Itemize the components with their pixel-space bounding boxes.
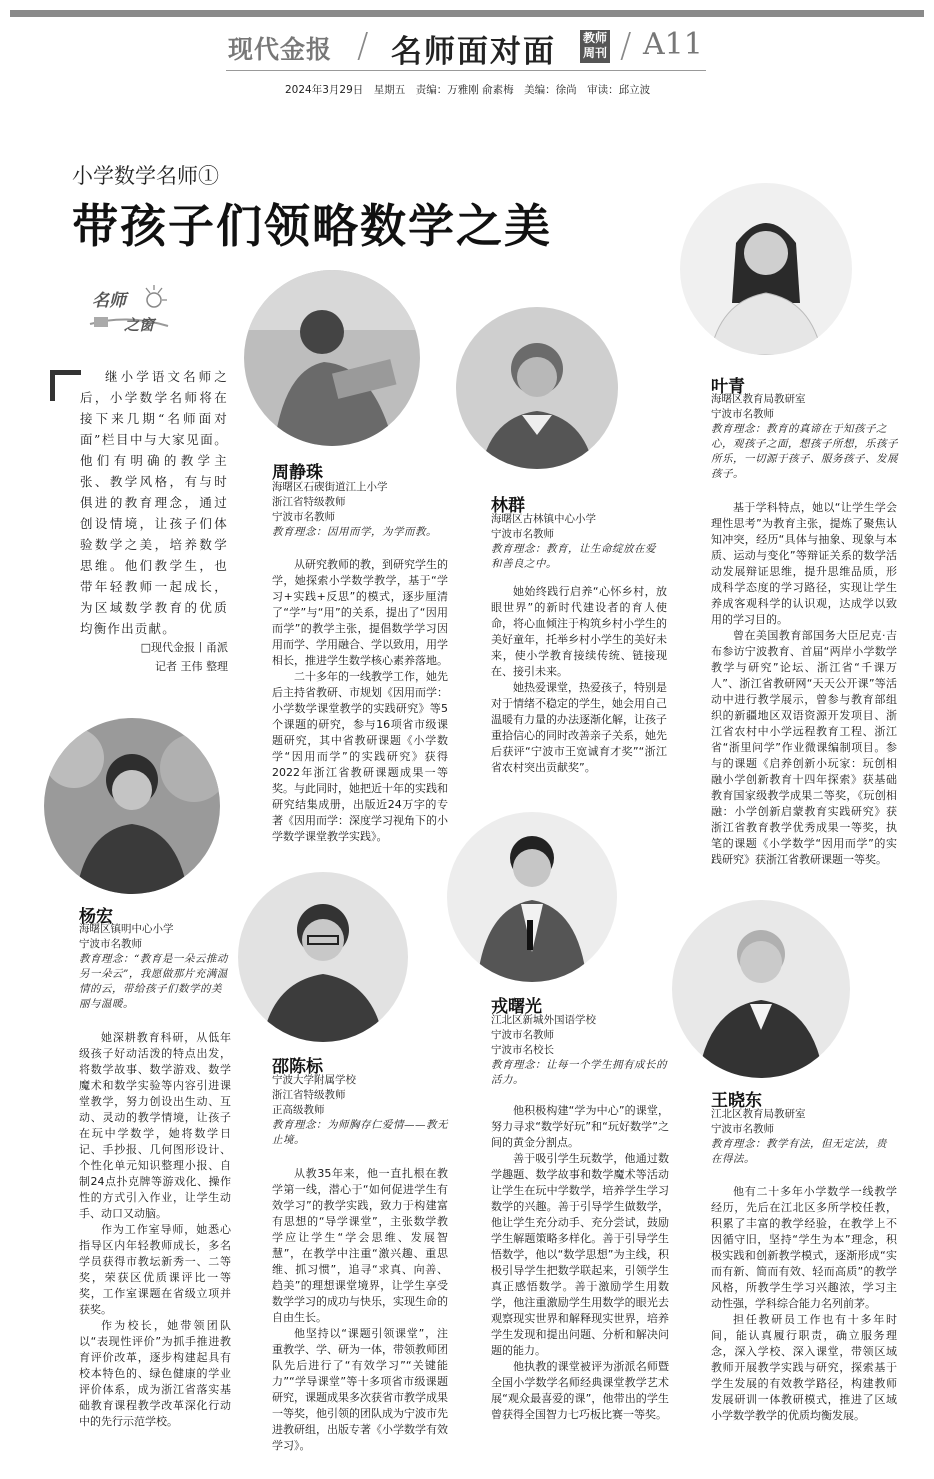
teacher-name: 叶青	[711, 377, 745, 397]
teacher-philosophy: 教育理念：教育的真谛在于知孩子之心，观孩子之面，想孩子所想，乐孩子所乐，一切源于孩子、服务孩子、发展孩子。	[711, 423, 898, 480]
page-number: A11	[643, 27, 703, 62]
teacher-philosophy: 教育理念：教育，让生命绽放在爱和善良之中。	[491, 543, 656, 570]
portrait-rong-shuguang	[447, 812, 617, 982]
logo-text-1: 名师	[92, 291, 126, 311]
teacher-affiliation: 宁波大学附属学校	[272, 1074, 356, 1086]
body-paragraph: 他有二十多年小学数学一线教学经历，先后在江北区多所学校任教，积累了丰富的教学经验，在教学上不因循守旧，坚持“学生为本”理念，积极实践和创新教学模式，逐渐形成“实而有新、简而有效、轻而高质”的教学风格，所教学生学习兴趣浓，学习主动性强，学科综合能力名列前茅。	[711, 1185, 897, 1310]
teacher-name: 杨宏	[79, 907, 113, 927]
body-paragraph: 善于吸引学生玩数学，他通过数学趣题、数学故事和数学魔术等活动让学生在玩中学数学，培养学生学习数学的兴趣。善于引导学生做数学，他让学生充分动手、充分尝试，鼓励学生解题策略多样化。善于引导学生悟数学，他以“数学思想”为主线，积极引导学生把数学联起来，引领学生真正感悟数学。善于激励学生用数学，他注重激励学生用数学的眼光去观察现实世界和解释现实世界，培养学生发现和提出问题、分析和解决问题的能力。	[491, 1152, 669, 1357]
header-rule	[226, 70, 706, 71]
intro-bracket	[50, 370, 81, 401]
teacher-philosophy: 教育理念：让每一个学生拥有成长的活力。	[491, 1059, 667, 1086]
teacher-body	[711, 1184, 897, 1424]
teacher-info	[491, 1013, 669, 1088]
headline: 带孩子们领略数学之美	[72, 199, 552, 253]
teacher-affiliation: 江北区新城外国语学校	[491, 1014, 596, 1026]
teacher-body	[272, 557, 448, 845]
teacher-philosophy: 教育理念：因用而学，为学而教。	[272, 526, 437, 538]
body-paragraph: 曾在美国教育部国务大臣尼克·吉布参访宁波教育、首届“两岸小学数学教学与研究”论坛、浙江省“千课万人”、浙江省教研网“天天公开课”等活动中进行教学展示，曾参与教育部组织的新疆地区双语资源开发项目、浙江省农村中小学远程教育工程、浙江省“浙里问学”作业微课编制项目。参与的课题《启养创新小玩家：玩创相融小学创新教育十四年探索》获基础教育国家级教学成果二等奖，《玩创相融：小学创新启蒙教育实践研究》获浙江省教育教学优秀成果一等奖，执笔的课题《小学数学“因用而学”的实践研究》获浙江省教研课题一等奖。	[711, 629, 897, 866]
teacher-affiliation: 江北区教育局教研室	[711, 1108, 806, 1120]
header-slash: /	[620, 26, 632, 66]
teacher-philosophy: 教育理念：教学有法，但无定法，贵在得法。	[711, 1138, 887, 1165]
teacher-title: 正高级教师	[272, 1104, 325, 1116]
intro-text: 继小学语文名师之后，小学数学名师将在接下来几期“名师面对面”栏目中与大家见面。他们有明确的教学主张、教学风格，有与时俱进的教育理念，通过创设情境，让孩子们体验数学之美，培养数学思维。他们教学生，也带年轻教师一起成长，为区域数学教育的优质均衡作出贡献。	[80, 369, 228, 636]
portrait-yang-hong	[44, 718, 220, 894]
teacher-title: 宁波市名教师	[272, 511, 335, 523]
badge-line-1: 教师	[582, 31, 607, 45]
body-paragraph: 二十多年的一线教学工作，她先后主持省教研、市规划《因用而学：小学数学课堂教学的实践研究》等5个课题的研究，参与16项省市级课题研究，其中省教研课题《小学数学“因用而学”的实践研究》获得2022年浙江省教研课题成果一等奖。与此同时，她把近十年的实践和研究结集成册，出版近24万字的专著《因用而学：深度学习视角下的小学数学课堂教学实践》。	[272, 670, 448, 843]
teacher-affiliation: 海曙区石碶街道江上小学	[272, 481, 388, 493]
teacher-body	[79, 1030, 231, 1430]
teacher-philosophy: 教育理念：为师胸存仁爱情——教无止境。	[272, 1119, 448, 1146]
column-logo	[88, 284, 170, 340]
teacher-body	[491, 584, 667, 776]
body-paragraph: 作为工作室导师，她悉心指导区内年轻教师成长，多名学员获得市教坛新秀一、二等奖，荣获区优质课评比一等奖，工作室课题在省级立项并获奖。	[79, 1223, 231, 1316]
teacher-title: 宁波市名教师	[711, 1123, 774, 1135]
teacher-info	[79, 922, 229, 1012]
teacher-title: 浙江省特级教师	[272, 496, 346, 508]
body-paragraph: 他坚持以“课题引领课堂”，注重教学、学、研为一体，带领教师团队先后进行了“有效学习”“关键能力”“学导课堂”等十多项省市级课题研究，课题成果多次获省市教学成果一等奖，他引领的团队成为宁波市先进教研组，出版专著《小学数学有效学习》。	[272, 1327, 448, 1452]
body-paragraph: 他积极构建“学为中心”的课堂，努力寻求“数学好玩”和“玩好数学”之间的黄金分割点。	[491, 1104, 669, 1149]
credit-source: □现代金报丨甬派	[140, 641, 228, 654]
teacher-body	[272, 1166, 448, 1454]
portrait-lin-qun	[456, 307, 618, 469]
teacher-title: 浙江省特级教师	[272, 1089, 346, 1101]
teacher-name: 戎曙光	[491, 997, 542, 1017]
portrait-zhou-jingzhu	[244, 270, 420, 446]
teacher-info	[711, 392, 899, 482]
paper-name: 现代金报	[228, 35, 333, 64]
body-paragraph: 基于学科特点，她以“让学生学会理性思考”为教育主张，提炼了聚焦认知冲突，经历“具体与抽象、现象与本质、运动与变化”等辩证关系的数学活动发展辩证思维，提升思维品质，形成科学态度的学习路径，实现让学生养成客观科学的认识观，达成学以致用的学习目的。	[711, 501, 897, 626]
teacher-info	[491, 512, 661, 572]
dateline: 2024年3月29日 星期五 责编：万雅刚 俞素梅 美编：徐尚 审读：邱立波	[285, 84, 651, 96]
portrait-shao-chenbiao	[238, 872, 408, 1042]
body-paragraph: 她热爱课堂，热爱孩子，特别是对于情绪不稳定的学生，她会用自己温暖有力量的办法逐渐化解，让孩子重拾信心的同时改善亲子关系，她先后获评“宁波市王宽诚育才奖”“浙江省农村突出贡献奖”。	[491, 681, 667, 774]
badge-line-2: 周刊	[582, 46, 607, 60]
credit-reporter: 记者 王伟 整理	[155, 660, 228, 673]
teacher-title: 宁波市名教师	[79, 938, 142, 950]
teacher-name: 周静珠	[272, 463, 323, 483]
body-paragraph: 她深耕教育科研，从低年级孩子好动活泼的特点出发，将数学故事、数学游戏、数学魔术和数学实验等内容引进课堂教学，努力创设出生动、互动、灵动的教学情境，让孩子在玩中学数学，她将数学日记、手抄报、几何图形设计、个性化单元知识整理小报、自制24点扑克牌等游戏化、操作性的方式引入作业，让学生动手、动口又动脑。	[79, 1031, 231, 1220]
header-slash: /	[357, 26, 369, 66]
teacher-title: 宁波市名教师	[491, 1029, 554, 1041]
teacher-info	[711, 1107, 897, 1167]
teacher-info	[272, 1073, 450, 1148]
teacher-affiliation: 海曙区镇明中心小学	[79, 923, 174, 935]
top-rule	[10, 10, 924, 17]
teacher-body	[711, 500, 897, 868]
teacher-title: 宁波市名校长	[491, 1044, 554, 1056]
teacher-name: 林群	[491, 496, 525, 516]
body-paragraph: 从教35年来，他一直扎根在教学第一线，潜心于“如何促进学生有效学习”的教学实践，致力于构建富有思想的“导学课堂”，主张数学教学应让学生“学会思维、发展智慧”，在教学中注重“激兴趣、重思维、抓习惯”，追寻“求真、向善、趋美”的理想课堂境界，让学生享受数学学习的成功与快乐，实现生命的自由生长。	[272, 1167, 448, 1324]
portrait-wang-xiaodong	[672, 900, 850, 1078]
teacher-affiliation: 海曙区古林镇中心小学	[491, 513, 596, 525]
teacher-affiliation: 海曙区教育局教研室	[711, 393, 806, 405]
intro-credit	[118, 638, 228, 676]
teacher-philosophy: 教育理念：“教育是一朵云推动另一朵云”，我愿做那片充满温情的云，带给孩子们数学的美丽与温暖。	[79, 953, 228, 1010]
body-paragraph: 他执教的课堂被评为浙派名师暨全国小学数学名师经典课堂教学艺术展“观众最喜爱的课”，他带出的学生曾获得全国智力七巧板比赛一等奖。	[491, 1360, 669, 1421]
portrait-ye-qing	[680, 183, 852, 355]
teacher-name: 邵陈标	[272, 1057, 323, 1077]
teacher-title: 宁波市名教师	[711, 408, 774, 420]
body-paragraph: 作为校长，她带领团队以“表现性评价”为抓手推进教育评价改革，逐步构建起具有校本特色的、绿色健康的学业评价体系，成为浙江省落实基础教育课程教学改革深化行动中的先行示范学校。	[79, 1319, 231, 1428]
teacher-title: 宁波市名教师	[491, 528, 554, 540]
body-paragraph: 从研究教师的教，到研究学生的学，她探索小学数学教学，基于“学习+实践+反思”的模式，逐步厘清了“学”与“用”的关系，提出了“因用而学”的教学主张，提倡数学学习因用而学、学用融合、学以致用，用学相长，推进学生数学核心素养落地。	[272, 558, 448, 667]
teacher-info	[272, 480, 452, 540]
section-title: 名师面对面	[391, 34, 556, 70]
body-paragraph: 她始终践行启养“心怀乡村，放眼世界”的新时代建设者的育人使命，将心血倾注于构筑乡村小学生的美好童年，托举乡村小学生的美好未来，使小学教育接续传统、链接现在、接引未来。	[491, 585, 667, 678]
series-title: 小学数学名师①	[72, 164, 219, 188]
body-paragraph: 担任教研员工作也有十多年时间，能认真履行职责，确立服务理念，深入学校、深入课堂，带领区域教师开展教学实践与研究，探索基于学生发展的有效教学路径，构建教师发展研训一体教研模式，推进了区域小学数学教学的优质均衡发展。	[711, 1313, 897, 1422]
section-badge	[580, 30, 610, 63]
teacher-name: 王晓东	[711, 1091, 762, 1111]
logo-text-2: 之窗	[124, 316, 155, 334]
teacher-body	[491, 1103, 669, 1423]
